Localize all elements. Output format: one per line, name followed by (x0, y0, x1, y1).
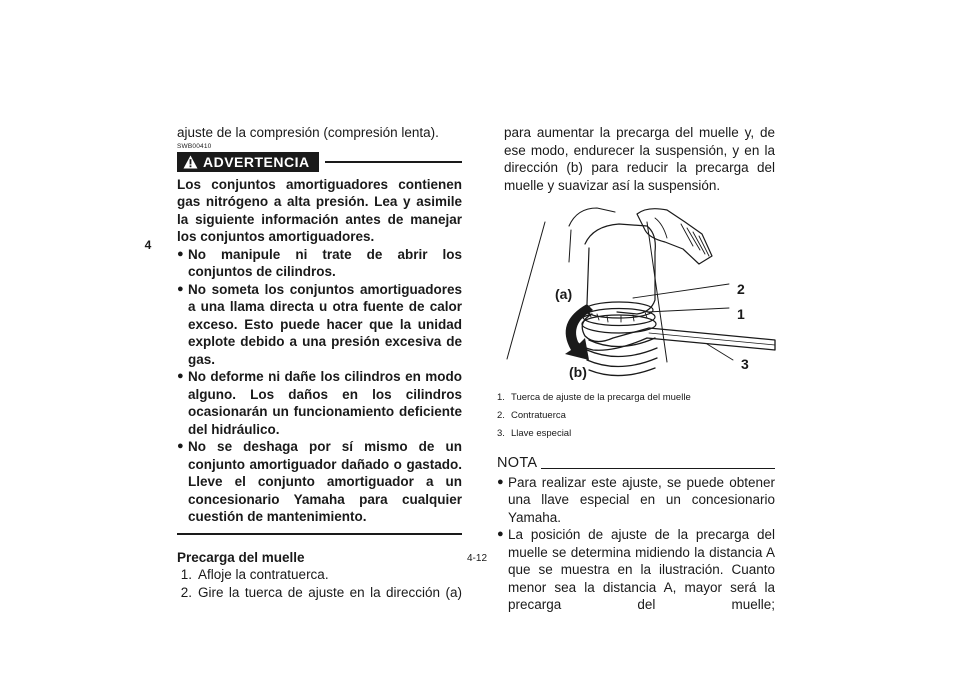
caption-item: 3. Llave especial (497, 428, 572, 439)
intro-line: ajuste de la compresión (compresión lenta). (177, 125, 439, 140)
section-title: Precarga del muelle (177, 549, 305, 565)
warning-body (177, 176, 462, 526)
page-number: 4-12 (467, 553, 488, 564)
nota-title: NOTA (497, 455, 538, 471)
bullet-icon: ● (497, 475, 504, 488)
warning-header (177, 152, 462, 172)
nota-header (497, 455, 775, 473)
direction-b-label: (b) (569, 364, 587, 380)
caption-item: 2. Contratuerca (497, 410, 566, 421)
step-text: Gire la tuerca de ajuste en la dirección (a) (198, 584, 462, 600)
callout-1: 1 (737, 306, 745, 322)
nota-item: ● La posición de ajuste de la precarga del muelle se determina midiendo la distancia A que se muestra en la ilustración. Cuanto menor sea la distancia A, mayor será la precarga del muelle; (497, 527, 775, 612)
callout-3: 3 (741, 356, 749, 372)
bullet-icon: ● (177, 282, 184, 295)
warning-triangle-icon (183, 155, 198, 169)
warning-code: SWB00410 (177, 142, 212, 150)
warning-item: ● No se deshaga por sí mismo de un conjunto amortiguador dañado o gastado. Lleve el conjunto amortiguador a un concesionario Yamaha para cualquier cuestión de mantenimiento. (177, 439, 462, 524)
step-item (177, 566, 462, 584)
caption-item: 1. Tuerca de ajuste de la precarga del muelle (497, 392, 691, 403)
warning-badge (177, 152, 319, 172)
step-number: 2. (180, 584, 192, 600)
nota-item: ● Para realizar este ajuste, se puede obtener una llave especial en un concesionario Yamaha. (497, 474, 775, 525)
callout-2: 2 (737, 281, 745, 297)
bullet-icon: ● (177, 370, 184, 382)
bullet-icon: ● (177, 440, 184, 452)
step-item (177, 584, 462, 602)
warning-top-rule (325, 161, 462, 163)
warning-intro: Los conjuntos amortiguadores contienen gas nitrógeno a alta presión. Lea y asimile la siguiente información antes de manejar los conjuntos amortiguadores. (177, 176, 462, 244)
right-column (497, 124, 775, 614)
warning-item: ● No manipule ni trate de abrir los conjuntos de cilindros. (177, 246, 462, 279)
warning-item: ● No deforme ni dañe los cilindros en modo alguno. Los daños en los cilindros ocasionarán un funcionamiento deficiente del hidráulico. (177, 369, 462, 437)
shock-absorber-figure (497, 204, 781, 384)
bullet-icon: ● (177, 247, 184, 260)
step-number: 1. (180, 567, 192, 582)
direction-a-label: (a) (555, 286, 573, 302)
continuation-text: para aumentar la precarga del muelle y, de ese modo, endurecer la suspensión, y en la dirección (b) para reducir la precarga del muelle y suavizar así la suspensión. (504, 125, 775, 193)
warning-label: ADVERTENCIA (203, 153, 310, 170)
step-text: Afloje la contratuerca. (198, 567, 329, 582)
figure-captions (497, 389, 775, 443)
nota-rule (541, 468, 775, 469)
warning-bottom-rule (177, 533, 462, 535)
chapter-tab: 4 (144, 238, 152, 252)
rotation-arrow-icon (565, 304, 593, 360)
bullet-icon: ● (497, 528, 504, 540)
nota-body (497, 474, 775, 614)
left-column (177, 124, 462, 601)
warning-item: ● No someta los conjuntos amortiguadores a una llama directa u otra fuente de calor exceso. Esto puede hacer que la unidad explote debido a una presión excesiva de gas. (177, 281, 462, 367)
